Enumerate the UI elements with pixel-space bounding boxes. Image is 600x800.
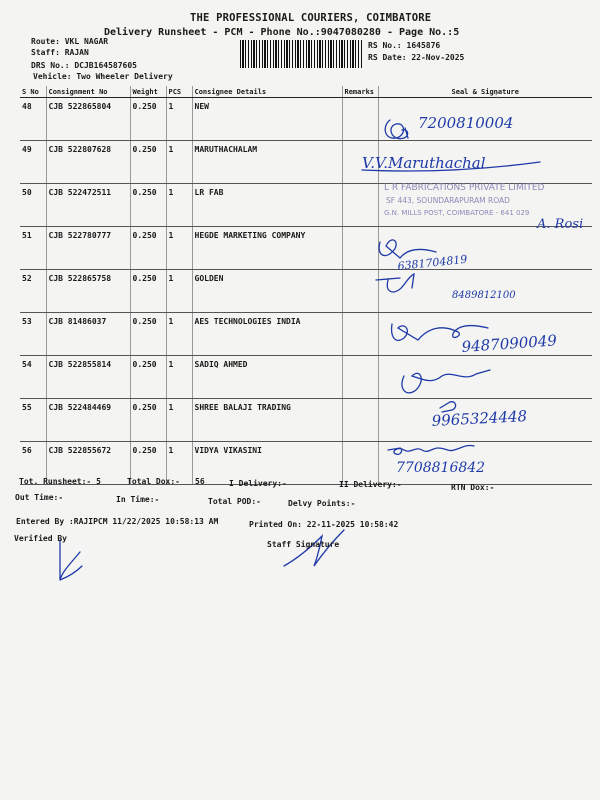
cell-consignment: CJB 522865758 bbox=[46, 270, 130, 313]
in-time: In Time:- bbox=[116, 495, 160, 504]
company-title: THE PROFESSIONAL COURIERS, COIMBATORE bbox=[190, 12, 432, 24]
rs-number: RS No.: 1645876 bbox=[368, 41, 441, 50]
staff-value: RAJAN bbox=[64, 48, 89, 57]
cell-consignee: SADIQ AHMED bbox=[192, 356, 342, 399]
company-stamp-line: G.N. MILLS POST, COIMBATORE - 641 029 bbox=[384, 209, 530, 217]
cell-sno: 55 bbox=[20, 399, 46, 442]
drs-value: DCJB164587605 bbox=[74, 61, 137, 70]
signature-scribble bbox=[379, 240, 436, 258]
cell-weight: 0.250 bbox=[130, 141, 166, 184]
route-label: Route: bbox=[31, 37, 60, 46]
ii-delivery: II Delivery:- bbox=[339, 480, 402, 489]
company-stamp-line: L R FABRICATIONS PRIVATE LIMITED bbox=[384, 183, 545, 193]
cell-sno: 49 bbox=[20, 141, 46, 184]
cell-consignee: LR FAB bbox=[192, 184, 342, 227]
cell-weight: 0.250 bbox=[130, 313, 166, 356]
col-consignment: Consignment No bbox=[46, 86, 130, 98]
staff-label: Staff: bbox=[31, 48, 60, 57]
cell-consignee: AES TECHNOLOGIES INDIA bbox=[192, 313, 342, 356]
cell-weight: 0.250 bbox=[130, 356, 166, 399]
cell-pcs: 1 bbox=[166, 356, 192, 399]
cell-sno: 52 bbox=[20, 270, 46, 313]
cell-sno: 56 bbox=[20, 442, 46, 485]
verified-signature bbox=[60, 540, 82, 580]
col-seal-signature: Seal & Signature bbox=[378, 86, 592, 98]
total-pod: Total POD:- bbox=[208, 497, 261, 506]
col-consignee: Consignee Details bbox=[192, 86, 342, 98]
out-time: Out Time:- bbox=[15, 493, 64, 502]
cell-consignee: NEW bbox=[192, 98, 342, 141]
handwritten-name: V.V.Maruthachal bbox=[362, 154, 486, 172]
staff-signature: Staff Signature bbox=[267, 540, 340, 549]
company-stamp-line: SF 443, SOUNDARAPURAM ROAD bbox=[386, 196, 510, 205]
cell-consignment: CJB 81486037 bbox=[46, 313, 130, 356]
cell-consignment: CJB 522484469 bbox=[46, 399, 130, 442]
rs-date: RS Date: 22-Nov-2025 bbox=[368, 53, 465, 62]
stray-mark bbox=[496, 92, 498, 98]
cell-weight: 0.250 bbox=[130, 442, 166, 485]
delvy-points: Delvy Points:- bbox=[288, 499, 356, 508]
cell-consignment: CJB 522780777 bbox=[46, 227, 130, 270]
cell-pcs: 1 bbox=[166, 141, 192, 184]
runsheet-subtitle: Delivery Runsheet - PCM - Phone No.:9047080280 - Page No.:5 bbox=[104, 27, 460, 38]
cell-pcs: 1 bbox=[166, 227, 192, 270]
handwritten-phone: 6381704819 bbox=[396, 252, 468, 273]
handwritten-phone: 8489812100 bbox=[452, 290, 516, 301]
handwritten-name: A. Rosi bbox=[537, 217, 584, 232]
handwritten-phone: 9965324448 bbox=[431, 407, 528, 430]
col-remarks: Remarks bbox=[342, 86, 378, 98]
cell-weight: 0.250 bbox=[130, 184, 166, 227]
cell-weight: 0.250 bbox=[130, 98, 166, 141]
tot-runsheet: Tot. Runsheet:- 5 bbox=[19, 477, 101, 486]
cell-consignee: VIDYA VIKASINI bbox=[192, 442, 342, 485]
signature-scribble bbox=[388, 445, 474, 454]
signature-scribble bbox=[402, 370, 490, 393]
handwritten-phone: 7708816842 bbox=[396, 460, 486, 476]
cell-weight: 0.250 bbox=[130, 270, 166, 313]
total-dox-value: 56 bbox=[195, 477, 205, 486]
cell-consignee: MARUTHACHALAM bbox=[192, 141, 342, 184]
col-sno: S No bbox=[20, 86, 46, 98]
cell-consignee: SHREE BALAJI TRADING bbox=[192, 399, 342, 442]
verified-by: Verified By bbox=[14, 534, 67, 543]
rtn-dox: RTN Dox:- bbox=[451, 483, 495, 492]
cell-consignment: CJB 522855672 bbox=[46, 442, 130, 485]
cell-consignment: CJB 522807628 bbox=[46, 141, 130, 184]
total-dox-label: Total Dox:- bbox=[127, 477, 180, 486]
cell-sno: 54 bbox=[20, 356, 46, 399]
drs-label: DRS No.: bbox=[31, 61, 70, 70]
cell-sno: 50 bbox=[20, 184, 46, 227]
entered-by: Entered By :RAJIPCM 11/22/2025 10:58:13 AM bbox=[16, 517, 219, 526]
cell-sno: 51 bbox=[20, 227, 46, 270]
route-value: VKL NAGAR bbox=[64, 37, 109, 46]
cell-pcs: 1 bbox=[166, 442, 192, 485]
cell-pcs: 1 bbox=[166, 98, 192, 141]
handwritten-phone: 7200810004 bbox=[418, 114, 514, 132]
cell-pcs: 1 bbox=[166, 313, 192, 356]
col-weight: Weight bbox=[130, 86, 166, 98]
printed-on: Printed On: 22-11-2025 10:58:42 bbox=[249, 520, 399, 529]
cell-sno: 48 bbox=[20, 98, 46, 141]
cell-consignment: CJB 522855814 bbox=[46, 356, 130, 399]
cell-pcs: 1 bbox=[166, 270, 192, 313]
cell-sno: 53 bbox=[20, 313, 46, 356]
vehicle-info: Vehicle: Two Wheeler Delivery bbox=[33, 72, 173, 81]
signature-scribble bbox=[385, 120, 408, 139]
cell-weight: 0.250 bbox=[130, 399, 166, 442]
cell-pcs: 1 bbox=[166, 399, 192, 442]
col-pcs: PCS bbox=[166, 86, 192, 98]
cell-consignment: CJB 522865804 bbox=[46, 98, 130, 141]
handwritten-phone: 9487090049 bbox=[461, 331, 558, 356]
signature-scribble bbox=[376, 274, 414, 292]
cell-consignee: GOLDEN bbox=[192, 270, 342, 313]
cell-pcs: 1 bbox=[166, 184, 192, 227]
cell-weight: 0.250 bbox=[130, 227, 166, 270]
cell-consignment: CJB 522472511 bbox=[46, 184, 130, 227]
i-delivery: I Delivery:- bbox=[229, 479, 287, 488]
cell-consignee: HEGDE MARKETING COMPANY bbox=[192, 227, 342, 270]
